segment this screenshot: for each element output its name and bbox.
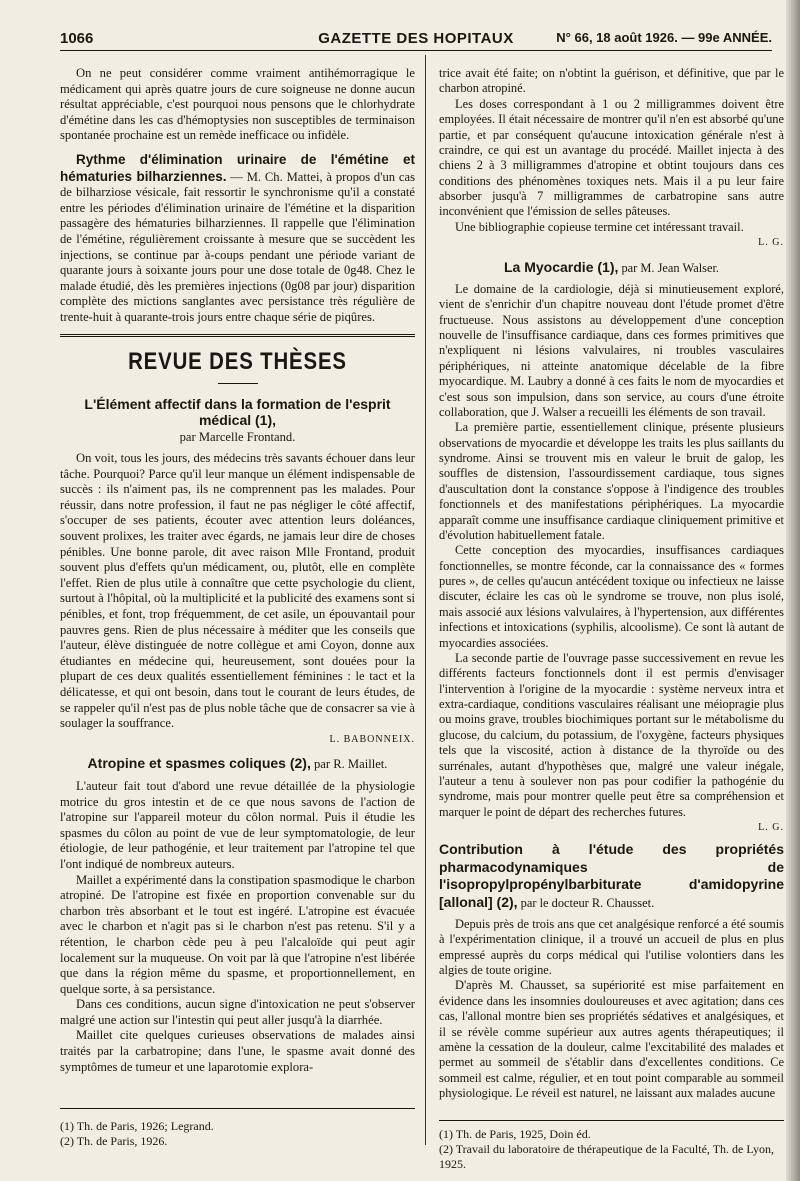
article1-title: L'Élément affectif dans la formation de l'esprit médical (1), — [84, 395, 391, 428]
continuation-paragraph: Une bibliographie copieuse termine cet intéressant travail. — [455, 219, 744, 234]
article2-title: Atropine et spasmes coliques (2), — [87, 755, 311, 772]
footnote: (2) Th. de Paris, 1926. — [60, 1134, 168, 1148]
right-footnotes — [439, 1120, 784, 1172]
article2-paragraph: Dans ces conditions, aucun signe d'intoxication ne peut s'observer malgré une action sur l'intestin qui peut aller jusqu'à la diarrhée. — [60, 997, 415, 1027]
article1-signature: L. BABONNEIX. — [329, 733, 415, 745]
column-divider — [425, 55, 426, 1145]
article4-paragraph: Depuis près de trois ans que cet analgésique renforcé a été soumis à l'expérimentation clinique, il a trouvé un accueil de plus en plus empressé auprès du corps médical qui l'utilise volontiers dans les algies de toute origine. — [439, 916, 784, 977]
article3-paragraph: Cette conception des myocardies, insuffisances cardiaques fonctionnelles, se montre féconde, car la connaissance des « formes pures », de celles qu'aucun antécédent toxique ou infectieux ne laisse discuter, éclaire les cas où le syndrome se trouve, non plus isolé, mais associé aux lésions valvulaires, à l'hypertension, aux différentes infections et intoxications (syphilis, alcoolisme). Ce sont là autant de myocardies associées. — [439, 543, 784, 650]
signature: L. G. — [758, 237, 784, 249]
intro-paragraph: On ne peut considérer comme vraiment antihémorragique le médicament qui après quatre jours de cure soigneuse ne donne aucun résultat appréciable, c'est pourquoi nous pensons que le chlorhydrate d'émétine dans les cas d'hémoptysies non susceptibles de terminaison spontanée prochaine est un remède inefficace ou infidèle. — [60, 66, 415, 143]
article4-paragraph: D'après M. Chausset, sa supériorité est mise parfaitement en évidence dans les insomnies douloureuses et avec agitation; dans ces cas, l'allonal montre bien ses propriétés sédatives et analgésiques, et il se révèle comme supérieur aux autres agents thérapeutiques; il amène la cessation de la douleur, calme l'excitabilité des malades et permet au sommeil de s'établir dans d'excellentes conditions. Ce sommeil est calme, régulier, et en tout point comparable au sommeil physiologique. Le réveil est naturel, ne laissant aux malades aucune — [439, 978, 784, 1100]
article3-heading — [439, 259, 784, 276]
rythme-paragraph — [60, 152, 415, 326]
article2-paragraph: Maillet a expérimenté dans la constipation spasmodique le charbon atropiné. De l'atropine est fixée en proportion convenable sur du charbon très absorbant et le tout est ingéré. L'atropine est évacuée avec le charbon et n'agit pas si le charbon n'est pas retenu. S'il y a rétention, le charbon cède peu à peu l'alcaloïde qui peut agir localement sur la muqueuse. On voit par là que l'atropine n'est libérée que dans la région même du spasme, et proportionnellement, en quelque sorte, à sa persistance. — [60, 872, 415, 996]
rythme-body: — M. Ch. Mattei, à propos d'un cas de bilharziose vésicale, fait ressortir le synchronisme qu'il a constaté entre les périodes d'élimination urinaire de l'émétine et la disparition passagère des hématuries bilharziennes. Il rappelle que l'élimination de l'émétine, régulièrement croissante à mesure que se succèdent les injections, se continue par à-coups pendant une période variant de quarante jours à soixante jours pour une dose totale de 0g48. Chez le malade étudié, dès les premières injections (0g08 par jour) disparition complète des mictions sanglantes avec persistance très régulière de trente-huit à quarante-trois jours entre chaque série de piqûres. — [60, 169, 415, 324]
article1-paragraph: On voit, tous les jours, des médecins très savants échouer dans leur tâche. Pourquoi? Parce qu'il leur manque un élément indispensable de succès : ils n'aiment pas, ils ne comprennent pas les malades. Pour réussir, dans notre profession, il faut ne pas négliger le côté affectif, s'occuper de ses patients, écouter avec attention leurs doléances, souvent prolixes, les traiter avec égards, ne jamais leur dire de choses pénibles. Une bonne parole, dit avec raison Mlle Frontand, produit souvent plus d'effets qu'un médicament, ou, plutôt, elle en complète l'effet. Rien de plus utile à connaître que cette psychologie du client, surtout à l'hôpital, où la multiplicité et la publicité des examens sont si pénibles, et font, trop fréquemment, de cet asile, un épouvantail pour pauvres gens. Rien de plus nécessaire à méditer que les conseils que l'auteur, élève distinguée de notre collègue et ami Coyon, donne aux étudiantes en médecine qui, heureusement, sont douées pour la plupart de ces deux qualités essentiellement féminines : le tact et la délicatesse, et qui ont besoin, dans tout le courant de leurs études, de se rappeler qu'il n'est pas de plus noble tâche que de consacrer sa vie à soulager la souffrance. — [60, 451, 415, 731]
article3-title: La Myocardie (1), — [504, 258, 619, 275]
article2-byline: par R. Maillet. — [310, 757, 388, 772]
footnote: (1) Th. de Paris, 1926; Legrand. — [60, 1119, 214, 1133]
article4-heading — [439, 841, 784, 911]
footnote: (1) Th. de Paris, 1925, Doin éd. — [439, 1127, 591, 1141]
article1-byline: par Marcelle Frontand. — [179, 429, 296, 444]
right-column — [439, 66, 784, 1101]
left-footnotes — [60, 1108, 415, 1149]
article4-byline: par le docteur R. Chausset. — [517, 895, 655, 910]
rythme-heading: Rythme d'élimination urinaire de l'émétine et hématuries bilharziennes. — [60, 151, 415, 184]
footnote: (2) Travail du laboratoire de thérapeutique de la Faculté, Th. de Lyon, 1925. — [439, 1142, 775, 1171]
journal-title: GAZETTE DES HOPITAUX — [318, 30, 514, 47]
article3-signature: L. G. — [758, 822, 784, 833]
short-rule — [218, 383, 258, 384]
article3-paragraph: La seconde partie de l'ouvrage passe successivement en revue les différents facteurs fonctionnels dont il est permis d'envisager l'intervention à l'origine de la myocardie : système nerveux intra et extra-cardiaque, conditions vasculaires réalisant une méiopragie plus ou moins grave, troubles biochimiques portant sur le métabolisme du glucose, du calcium, du potassium, de l'oxygène, facteurs physiques tels que la viscosité, action à distance de la thyroïde ou des surrénales, autant d'hypothèses que, malgré une valeur inégale, l'auteur a tenu à soulever non pas pour codifier la pathogénie du syndrome, mais pour montrer quelle peut être sa compréhension et marquer le point de départ des recherches futures. — [439, 650, 784, 819]
article2-paragraph: Maillet cite quelques curieuses observations de malades ainsi traités par la carbatropine; dans l'une, le spasme avait donné des symptômes de tumeur et une laparotomie explora- — [60, 1028, 415, 1074]
section-divider — [60, 334, 415, 337]
article3-paragraph: La première partie, essentiellement clinique, présente plusieurs observations de myocardie et développe les traits les plus saillants du syndrome. Ainsi se trouvent mis en valeur le bruit de galop, les souffles de distension, l'assourdissement cardiaque, tous signes d'auscultation dont la constance s'oppose à l'indigence des troubles fonctionnels et des manifestations périphériques. La myocardie apparaît comme une insuffisance cardiaque cliniquement primitive et d'évolution habituellement fatale. — [439, 420, 784, 542]
page-edge-shadow — [786, 0, 800, 1181]
article3-byline: par M. Jean Walser. — [618, 260, 719, 275]
article3-paragraph: Le domaine de la cardiologie, déjà si minutieusement exploré, vient de s'enrichir d'un chapitre nouveau dont l'étude promet d'être fructueuse. Nous assistons au développement d'une conception nouvelle de l'insuffisance cardiaque, dans ces formes primitives que n'expliquent ni lésions valvulaires, ni troubles vasculaires périphériques, ni atteinte anatomique décelable de la fibre myocardique. M. Laubry a donné à ces faits le nom de myocardies et c'est sous son impulsion, dans son service, au cours d'une étroite collaboration, que J. Walser a recueilli les éléments de son travail. — [439, 281, 784, 419]
article2-heading — [60, 755, 415, 773]
section-title: REVUE DES THÈSES — [128, 347, 347, 375]
left-column — [60, 66, 415, 1075]
article4-title: Contribution à l'étude des propriétés pharmacodynamiques de l'isopropylpropénylbarbiturate d'amidopyrine [allonal] (2), — [439, 841, 784, 910]
running-header — [60, 26, 772, 50]
article2-paragraph: L'auteur fait tout d'abord une revue détaillée de la physiologie motrice du gros intestin et de ce que nous savons de l'action de l'atropine sur l'appareil moteur du côlon normal. Puis il étudie les spasmes du côlon au point de vue de leur symptomatologie, de leur étiologie, de leur pathogénie, et leur traitement par l'atropine tel que l'ont indiqué de nombreux auteurs. — [60, 778, 415, 871]
continuation-paragraph: Les doses correspondant à 1 ou 2 milligrammes doivent être employées. Il était nécessaire de montrer qu'il n'en est absorbé qu'une partie, et par conséquent qu'aucune intoxication générale n'est à craindre, ce qui est un avantage du procédé. Maillet injecta à des chiens 2 à 3 milligrammes d'atropine et obtint toujours dans ces conditions des phénomènes toxiques nets. Mais il a pu leur faire absorber jusqu'à 7 milligrammes de carbatropine sans autre inconvénient que l'émission de selles pâteuses. — [439, 96, 784, 219]
issue-info: N° 66, 18 août 1926. — 99e ANNÉE. — [556, 30, 772, 45]
page-number: 1066 — [60, 30, 94, 47]
continuation-paragraph: trice avait été faite; on n'obtint la guérison, et définitive, que par le charbon atropiné. — [439, 66, 784, 96]
header-rule — [60, 50, 772, 51]
